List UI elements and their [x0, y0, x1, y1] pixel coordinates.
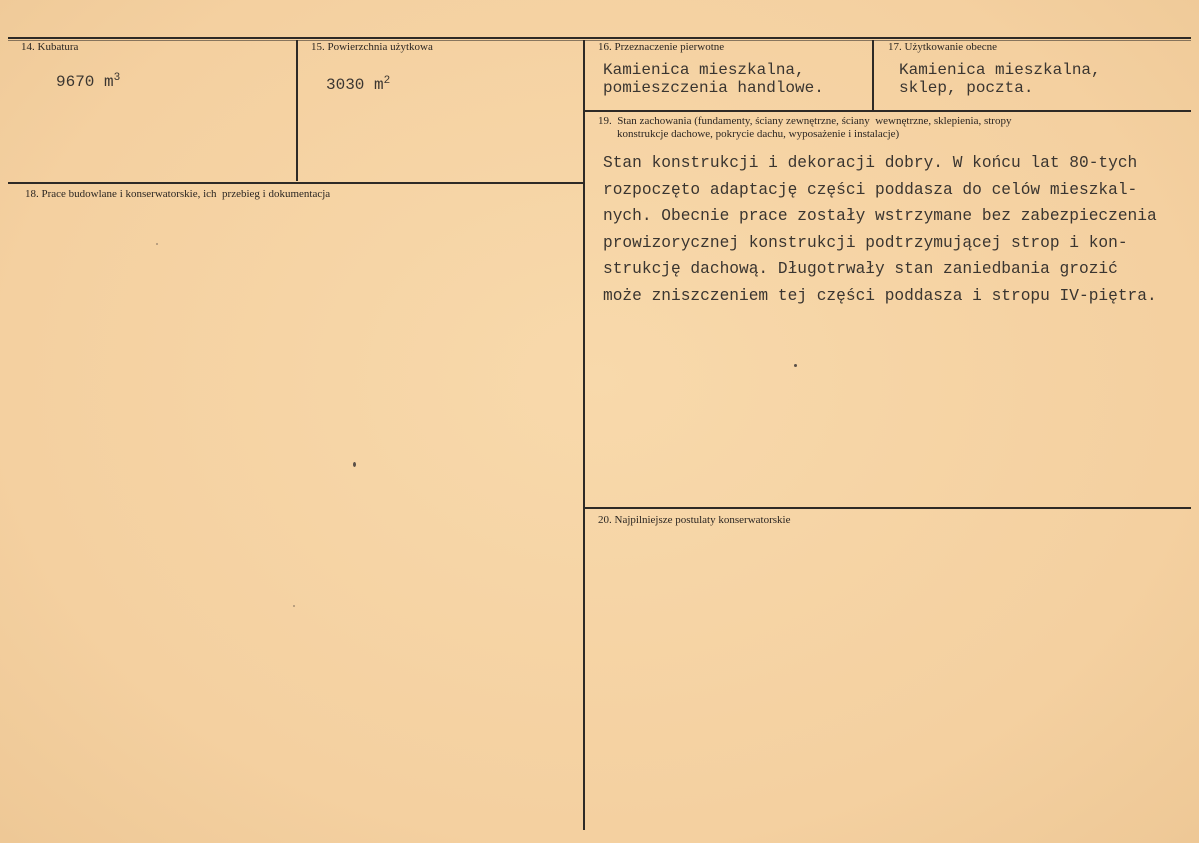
rule-under-16-17 [585, 110, 1191, 112]
field-15-unit-exponent: 2 [383, 75, 391, 87]
field-19-text-line: nych. Obecnie prace zostały wstrzymane bez zabezpieczenia [603, 207, 1157, 225]
field-19-label-line-2: konstrukcje dachowe, pokrycie dachu, wyposażenie i instalacje) [617, 128, 900, 140]
divider-main [583, 40, 585, 830]
field-19-text-line: Stan konstrukcji i dekoracji dobry. W końcu lat 80-tych [603, 154, 1138, 172]
field-16-line-1: Kamienica mieszkalna, [603, 61, 805, 79]
field-14-value [56, 72, 120, 91]
field-16-line-2: pomieszczenia handlowe. [603, 79, 824, 97]
field-18-label: 18. Prace budowlane i konserwatorskie, ich przebieg i dokumentacja [25, 188, 331, 200]
field-15-value [326, 75, 390, 94]
paper-speck [293, 605, 295, 607]
divider-14-15 [296, 40, 298, 181]
field-19-text [603, 150, 1157, 309]
field-16-label: 16. Przeznaczenie pierwotne [598, 41, 725, 53]
field-17-label: 17. Użytkowanie obecne [888, 41, 998, 53]
field-19-text-line: rozpoczęto adaptację części poddasza do celów mieszkal- [603, 180, 1138, 199]
field-17-line-1: Kamienica mieszkalna, [899, 61, 1101, 79]
rule-under-14-15 [8, 182, 583, 184]
field-19-text-line: prowizorycznej konstrukcji podtrzymującej strop i kon- [603, 233, 1128, 252]
paper-speck [353, 462, 356, 467]
field-19-text-line: może zniszczeniem tej części poddasza i stropu IV-piętra. [603, 286, 1157, 305]
field-20-label: 20. Najpilniejsze postulaty konserwatorskie [598, 514, 791, 526]
top-rule [8, 37, 1191, 39]
paper-speck [794, 364, 797, 367]
rule-under-19 [585, 507, 1191, 509]
field-14-value-text: 9670 m [56, 73, 114, 91]
field-15-value-text: 3030 m [326, 76, 384, 94]
divider-16-17 [872, 40, 874, 110]
field-17-line-2: sklep, poczta. [899, 79, 1034, 97]
field-19-label-line-1: 19. Stan zachowania (fundamenty, ściany zewnętrzne, ściany wewnętrzne, sklepienia, stropy [598, 115, 1012, 127]
field-15-label: 15. Powierzchnia użytkowa [311, 41, 433, 53]
field-14-label: 14. Kubatura [21, 41, 79, 53]
field-19-text-line: strukcję dachową. Długotrwały stan zaniedbania grozić [603, 260, 1118, 278]
field-14-unit-exponent: 3 [113, 72, 121, 84]
paper-speck [156, 243, 158, 245]
